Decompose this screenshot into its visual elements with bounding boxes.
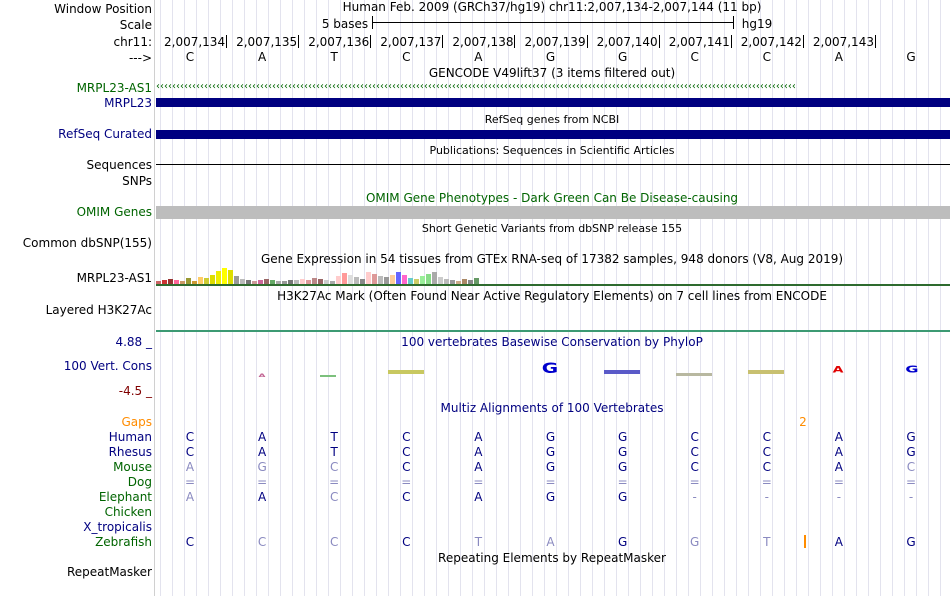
scale-bar (372, 22, 733, 23)
gtex-tissue-bar[interactable] (198, 277, 203, 284)
alignment-base: C (762, 460, 771, 474)
alignment-base: C (762, 445, 771, 459)
scale-bar-right (733, 16, 734, 29)
gtex-tissue-bar[interactable] (378, 276, 383, 284)
ruler-base: A (474, 50, 483, 64)
gtex-tissue-bar[interactable] (336, 276, 341, 284)
alignment-base: A (257, 430, 267, 444)
repeatmasker-label[interactable]: RepeatMasker (66, 565, 152, 579)
ruler-base: C (402, 50, 411, 64)
alignment-base: C (257, 535, 267, 549)
gtex-bars[interactable] (156, 266, 950, 286)
alignment-base: C (329, 490, 339, 504)
alignment-base: - (908, 490, 914, 504)
alignment-base: C (402, 430, 411, 444)
alignment-base: - (692, 490, 697, 504)
gene-label-mrpl23[interactable]: MRPL23 (104, 96, 152, 110)
alignment-base: A (834, 430, 843, 444)
ruler-base: C (185, 50, 195, 64)
species-label-dog[interactable]: Dog (127, 475, 152, 489)
alignment-base: G (617, 535, 628, 549)
snps-label[interactable]: SNPs (122, 174, 152, 188)
logo-a: A (258, 372, 266, 379)
refseq-label[interactable]: RefSeq Curated (58, 127, 152, 141)
gtex-tissue-bar[interactable] (216, 271, 221, 284)
alignment-base: G (906, 445, 916, 459)
alignment-base: C (185, 445, 195, 459)
cons-label[interactable]: 100 Vert. Cons (63, 359, 152, 373)
position-tick-label: 2,007,135 (236, 35, 298, 49)
position-tick-label: 2,007,141 (668, 35, 730, 49)
alignment-base: = (833, 475, 844, 489)
dbsnp-label[interactable]: Common dbSNP(155) (22, 236, 152, 250)
alignment-base: C (690, 445, 699, 459)
alignment-base: - (764, 490, 769, 504)
ruler-base: A (257, 50, 267, 64)
gtex-baseline (156, 284, 950, 286)
phylop-logo[interactable] (0, 355, 950, 385)
logo-g2-mark (604, 370, 640, 374)
ruler-base: T (330, 50, 338, 64)
position-tick-label: 2,007,134 (164, 35, 226, 49)
position-tick (298, 35, 299, 48)
position-tick-label: 2,007,136 (308, 35, 370, 49)
alignment-base: A (185, 460, 195, 474)
gtex-tissue-bar[interactable] (384, 277, 389, 284)
position-tick (803, 35, 804, 48)
ruler-base: G (617, 50, 628, 64)
gtex-tissue-bar[interactable] (426, 274, 431, 284)
gtex-tissue-bar[interactable] (234, 276, 239, 284)
gap-count: 2 (799, 415, 807, 429)
alignment-base: C (329, 535, 339, 549)
gtex-title: Gene Expression in 54 tissues from GTEx RNA-seq of 17382 samples, 948 donors (V8, Aug 2019) (260, 252, 844, 266)
sequences-feature[interactable] (156, 164, 950, 165)
gtex-tissue-bar[interactable] (222, 268, 227, 284)
alignment-base: G (617, 445, 628, 459)
alignment-base: C (185, 430, 195, 444)
alignment-base: G (545, 460, 556, 474)
gtex-tissue-bar[interactable] (348, 275, 353, 284)
alignment-base: G (545, 445, 556, 459)
alignment-base: G (617, 460, 628, 474)
alignment-base: G (617, 490, 628, 504)
alignment-base: A (546, 535, 555, 549)
gene-mrpl23-as1-feature[interactable]: ‹‹‹‹‹‹‹‹‹‹‹‹‹‹‹‹‹‹‹‹‹‹‹‹‹‹‹‹‹‹‹‹‹‹‹‹‹‹‹‹‹‹‹‹‹‹‹‹‹‹‹‹‹‹‹‹‹‹‹‹‹‹‹‹‹‹‹‹‹‹‹‹‹‹‹‹‹‹‹‹‹‹‹‹‹‹‹‹‹‹‹‹‹‹‹‹‹‹‹‹‹‹‹‹‹‹‹‹‹‹‹‹‹‹‹‹‹‹‹‹‹‹‹‹‹‹‹‹‹‹‹‹‹‹‹‹‹‹‹‹‹‹‹‹‹‹‹‹‹‹‹‹‹‹‹‹‹‹‹‹ (156, 81, 796, 92)
alignment-base: C (329, 460, 339, 474)
alignment-base: A (257, 490, 267, 504)
cons-title: 100 vertebrates Basewise Conservation by PhyloP (401, 335, 703, 349)
gtex-tissue-bar[interactable] (228, 270, 233, 284)
ruler-base: G (545, 50, 556, 64)
ruler-base: G (906, 50, 916, 64)
alignment-base: G (257, 460, 267, 474)
alignment-base: C (402, 535, 411, 549)
alignment-base: = (761, 475, 772, 489)
gtex-tissue-bar[interactable] (354, 277, 359, 284)
gencode-title: GENCODE V49lift37 (3 items filtered out) (428, 66, 676, 80)
alignment-base: = (689, 475, 700, 489)
logo-g: G (541, 361, 559, 378)
gtex-tissue-bar[interactable] (372, 274, 377, 284)
alignment-base: = (329, 475, 340, 489)
gtex-tissue-bar[interactable] (366, 272, 371, 284)
gtex-tissue-bar[interactable] (438, 277, 443, 284)
logo-g3: G (905, 364, 919, 376)
chr-label[interactable]: chr11: (113, 35, 152, 49)
position-tick (226, 35, 227, 48)
species-label-zebrafish[interactable]: Zebrafish (95, 535, 152, 549)
position-tick-label: 2,007,137 (380, 35, 442, 49)
position-tick (587, 35, 588, 48)
ruler-base: A (834, 50, 843, 64)
logo-c2-mark (676, 373, 712, 376)
position-tick-label: 2,007,143 (812, 35, 874, 49)
alignment-base: = (473, 475, 484, 489)
species-label-human[interactable]: Human (108, 430, 152, 444)
position-tick (442, 35, 443, 48)
gtex-tissue-bar[interactable] (396, 272, 401, 284)
omim-feature[interactable] (156, 206, 950, 219)
species-label-rhesus[interactable]: Rhesus (108, 445, 152, 459)
position-tick (731, 35, 732, 48)
gaps-label[interactable]: Gaps (121, 415, 152, 429)
omim-title: OMIM Gene Phenotypes - Dark Green Can Be Disease-causing (365, 191, 739, 205)
position-tick-label: 2,007,138 (452, 35, 514, 49)
alignment-base: T (330, 445, 338, 459)
alignment-base: = (545, 475, 556, 489)
dbsnp-title: Short Genetic Variants from dbSNP release 155 (421, 222, 683, 235)
window-position-label: Window Position (54, 2, 152, 16)
gtex-tissue-bar[interactable] (342, 273, 347, 284)
position-tick-label: 2,007,139 (524, 35, 586, 49)
scale-label: Scale (119, 18, 152, 32)
assembly-label: hg19 (741, 17, 773, 31)
alignment-base: A (185, 490, 195, 504)
species-label-x_tropicalis[interactable]: X_tropicalis (83, 520, 152, 534)
alignment-base: A (474, 490, 483, 504)
alignment-base: C (762, 430, 771, 444)
gtex-tissue-bar[interactable] (210, 275, 215, 284)
alignment-base: C (690, 460, 699, 474)
pubs-title: Publications: Sequences in Scientific Articles (429, 144, 675, 157)
alignment-base: G (906, 535, 916, 549)
position-tick (659, 35, 660, 48)
alignment-base: G (617, 430, 628, 444)
gene-mrpl23-feature[interactable] (156, 98, 950, 107)
omim-label[interactable]: OMIM Genes (76, 205, 152, 219)
logo-c3-mark (748, 370, 784, 374)
h3k27ac-title: H3K27Ac Mark (Often Found Near Active Regulatory Elements) on 7 cell lines from ENCODE (277, 289, 827, 303)
repeatmasker-title: Repeating Elements by RepeatMasker (438, 551, 666, 565)
ruler-base: C (690, 50, 699, 64)
sequences-label[interactable]: Sequences (86, 158, 152, 172)
multiz-title: Multiz Alignments of 100 Vertebrates (440, 401, 664, 415)
strand-label[interactable]: ---> (128, 51, 152, 65)
species-label-elephant[interactable]: Elephant (98, 490, 152, 504)
alignment-base: A (257, 445, 267, 459)
logo-c-mark (388, 370, 424, 374)
alignment-base: G (545, 490, 556, 504)
alignment-base: G (690, 535, 700, 549)
species-label-chicken[interactable]: Chicken (104, 505, 152, 519)
alignment-base: = (617, 475, 628, 489)
position-tick-label: 2,007,142 (740, 35, 802, 49)
alignment-base: T (474, 535, 483, 549)
gtex-tissue-bar[interactable] (390, 275, 395, 284)
h3k27ac-label[interactable]: Layered H3K27Ac (45, 303, 152, 317)
alignment-base: - (836, 490, 842, 504)
gtex-tissue-bar[interactable] (402, 275, 407, 284)
scale-text: 5 bases (321, 17, 369, 31)
alignment-base: T (763, 535, 771, 549)
position-tick (514, 35, 515, 48)
alignment-base: A (474, 430, 483, 444)
alignment-base: C (906, 460, 916, 474)
ruler-base: C (762, 50, 771, 64)
cons-max-label: 4.88 _ (115, 335, 152, 349)
position-tick-label: 2,007,140 (596, 35, 658, 49)
zebrafish-insertion-mark (804, 535, 806, 548)
alignment-base: T (330, 430, 338, 444)
alignment-base: = (905, 475, 917, 489)
species-label-mouse[interactable]: Mouse (113, 460, 152, 474)
gene-label-mrpl23-as1[interactable]: MRPL23-AS1 (76, 81, 152, 95)
logo-a2: A (832, 364, 844, 375)
alignment-base: C (402, 460, 411, 474)
alignment-base: A (834, 460, 843, 474)
h3k27ac-signal[interactable] (156, 330, 950, 332)
alignment-base: C (185, 535, 195, 549)
alignment-base: G (545, 430, 556, 444)
position-tick (875, 35, 876, 48)
position-tick (370, 35, 371, 48)
alignment-base: C (402, 490, 411, 504)
cons-min-label: -4.5 _ (118, 384, 152, 398)
alignment-base: A (474, 445, 483, 459)
label-separator (154, 0, 155, 596)
gtex-tissue-bar[interactable] (420, 276, 425, 284)
alignment-base: A (834, 535, 843, 549)
gtex-label[interactable]: MRPL23-AS1 (76, 271, 152, 285)
refseq-title: RefSeq genes from NCBI (484, 113, 620, 126)
alignment-base: A (474, 460, 483, 474)
alignment-base: C (402, 445, 411, 459)
refseq-feature[interactable] (156, 130, 950, 139)
window-position-title: Human Feb. 2009 (GRCh37/hg19) chr11:2,007,134-2,007,144 (11 bp) (342, 0, 762, 14)
logo-t-mark (320, 375, 336, 377)
alignment-base: G (906, 430, 916, 444)
alignment-base: = (257, 475, 268, 489)
gtex-tissue-bar[interactable] (432, 272, 437, 284)
alignment-base: = (401, 475, 412, 489)
alignment-base: A (834, 445, 843, 459)
alignment-base: = (184, 475, 196, 489)
alignment-base: C (690, 430, 699, 444)
